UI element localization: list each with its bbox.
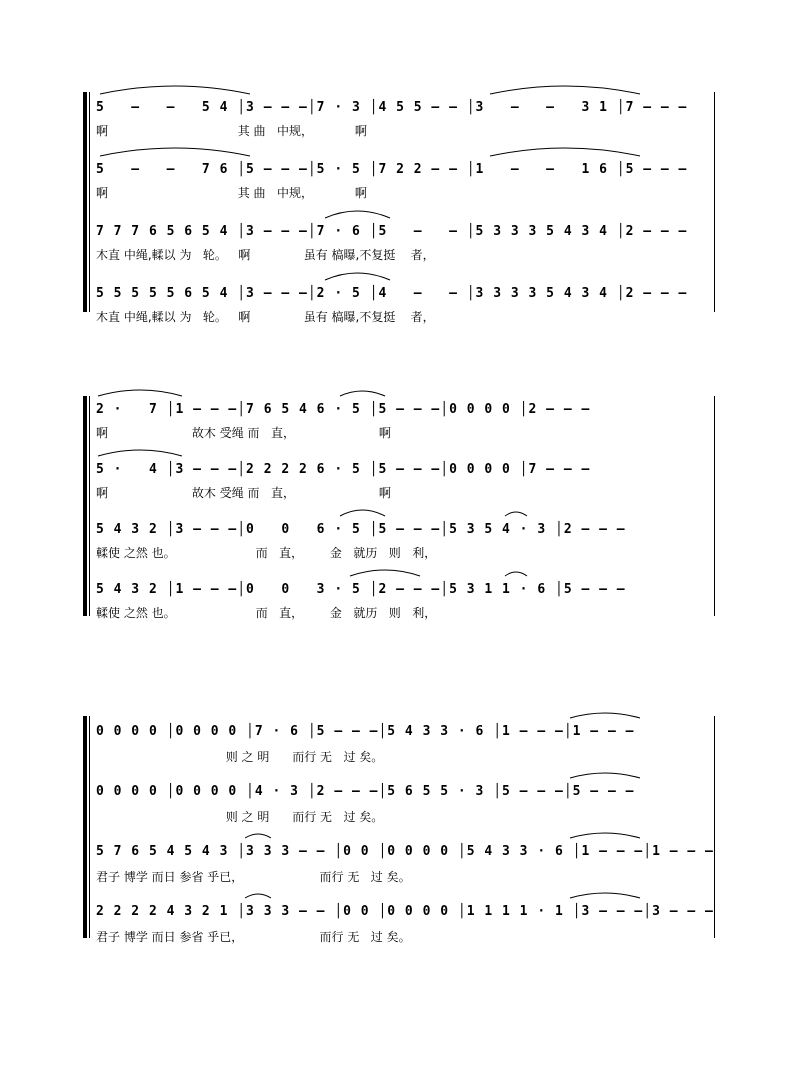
lyrics-soprano: 啊 其 曲 中规， 啊 — [96, 124, 367, 138]
slur-marks — [0, 80, 792, 320]
jianpu-notes-soprano: 5 – – 5 4 │3 – – –│7 · 3 │4 5 5 – – │3 – – 3 1 │7 – – – — [96, 100, 688, 115]
lyrics-bass: 輮使 之然 也。 而 直， 金 就历 则 利， — [96, 606, 437, 620]
lyrics-tenor: 木直 中绳,輮以 为 轮。 啊 虽有 槁曝,不复挺 者， — [96, 248, 435, 262]
jianpu-notes-bass: 2 2 2 2 4 3 2 1 │3 3 3 – – │0 0 │0 0 0 0 │1 1 1 1 · 1 │3 – – –│3 – – – — [96, 904, 714, 919]
lyrics-alto: 啊 其 曲 中规， 啊 — [96, 186, 367, 200]
lyrics-tenor: 輮使 之然 也。 而 直， 金 就历 则 利， — [96, 546, 437, 560]
jianpu-notes-soprano: 0 0 0 0 │0 0 0 0 │7 · 6 │5 – – –│5 4 3 3 · 6 │1 – – –│1 – – – — [96, 724, 635, 739]
lyrics-bass: 木直 中绳,輮以 为 轮。 啊 虽有 槁曝,不复挺 者， — [96, 310, 435, 324]
jianpu-notes-bass: 5 4 3 2 │1 – – –│0 0 3 · 5 │2 – – –│5 3 1 1 · 6 │5 – – – — [96, 582, 626, 597]
jianpu-notes-alto: 5 · 4 │3 – – –│2 2 2 2 6 · 5 │5 – – –│0 0 0 0 │7 – – – — [96, 462, 591, 477]
lyrics-bass: 君子 博学 而日 参省 乎已， 而行 无 过 矣。 — [96, 930, 411, 944]
jianpu-notes-alto: 5 – – 7 6 │5 – – –│5 · 5 │7 2 2 – – │1 – – 1 6 │5 – – – — [96, 162, 688, 177]
lyrics-alto: 则 之 明 而行 无 过 矣。 — [96, 810, 384, 824]
jianpu-notes-tenor: 7 7 7 6 5 6 5 4 │3 – – –│7 · 6 │5 – – │5 3 3 3 5 4 3 4 │2 – – – — [96, 224, 688, 239]
lyrics-soprano: 则 之 明 而行 无 过 矣。 — [96, 750, 384, 764]
score-system-2 — [0, 388, 792, 628]
jianpu-notes-bass: 5 5 5 5 5 6 5 4 │3 – – –│2 · 5 │4 – – │3 3 3 3 5 4 3 4 │2 – – – — [96, 286, 688, 301]
score-system-1 — [0, 80, 792, 324]
lyrics-soprano: 啊 故木 受绳 而 直， 啊 — [96, 426, 391, 440]
jianpu-notes-tenor: 5 4 3 2 │3 – – –│0 0 6 · 5 │5 – – –│5 3 5 4 · 3 │2 – – – — [96, 522, 626, 537]
jianpu-notes-tenor: 5 7 6 5 4 5 4 3 │3 3 3 – – │0 0 │0 0 0 0 │5 4 3 3 · 6 │1 – – –│1 – – – — [96, 844, 714, 859]
slur-marks — [0, 388, 792, 628]
slur-marks — [0, 712, 792, 952]
lyrics-tenor: 君子 博学 而日 参省 乎已， 而行 无 过 矣。 — [96, 870, 411, 884]
jianpu-notes-soprano: 2 · 7 │1 – – –│7 6 5 4 6 · 5 │5 – – –│0 0 0 0 │2 – – – — [96, 402, 591, 417]
score-system-3 — [0, 712, 792, 952]
jianpu-notes-alto: 0 0 0 0 │0 0 0 0 │4 · 3 │2 – – –│5 6 5 5 · 3 │5 – – –│5 – – – — [96, 784, 635, 799]
lyrics-alto: 啊 故木 受绳 而 直， 啊 — [96, 486, 391, 500]
